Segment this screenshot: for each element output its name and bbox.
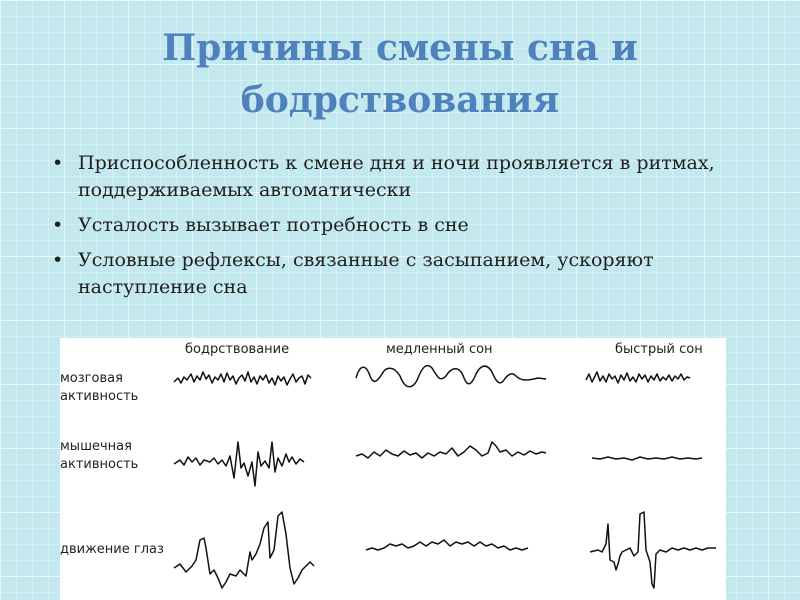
brain-wake-wave xyxy=(174,372,311,385)
bullet-text: Приспособленность к смене дня и ночи проявляется в ритмах, поддерживаемых автоматически xyxy=(78,152,715,201)
muscle-wake-wave xyxy=(174,442,304,486)
row-label-brain-1: мозговая xyxy=(60,371,123,386)
slide-title xyxy=(60,22,740,126)
bullet-dot-icon: • xyxy=(52,152,64,174)
column-label-slow-sleep: медленный сон xyxy=(386,342,493,357)
column-label-wake: бодрствование xyxy=(185,342,290,357)
wave-diagram xyxy=(60,338,726,600)
eyes-rem-wave xyxy=(590,512,716,588)
row-label-muscle-1: мышечная xyxy=(60,439,132,454)
title-line-1: Причины смены сна и xyxy=(162,27,638,69)
row-label-eyes: движение глаз xyxy=(60,542,164,557)
title-line-2: бодрствования xyxy=(240,79,560,121)
bullet-item xyxy=(52,247,752,301)
brain-slow-sleep-wave xyxy=(356,366,546,387)
bullet-dot-icon: • xyxy=(52,214,64,236)
bullet-dot-icon: • xyxy=(52,249,64,271)
muscle-rem-wave xyxy=(592,457,702,460)
muscle-slow-sleep-wave xyxy=(356,442,546,458)
sleep-wave-figure xyxy=(60,338,726,600)
row-label-muscle-2: активность xyxy=(60,457,139,472)
brain-rem-wave xyxy=(586,372,690,383)
row-label-brain-2: активность xyxy=(60,389,139,404)
column-label-rem-sleep: быстрый сон xyxy=(615,342,703,357)
bullet-list xyxy=(52,150,752,309)
bullet-text: Усталость вызывает потребность в сне xyxy=(78,214,469,236)
eyes-wake-wave xyxy=(174,512,314,588)
bullet-item xyxy=(52,212,752,239)
eyes-slow-sleep-wave xyxy=(366,540,528,550)
bullet-item xyxy=(52,150,752,204)
bullet-text: Условные рефлексы, связанные с засыпанием, ускоряют наступление сна xyxy=(78,249,654,298)
